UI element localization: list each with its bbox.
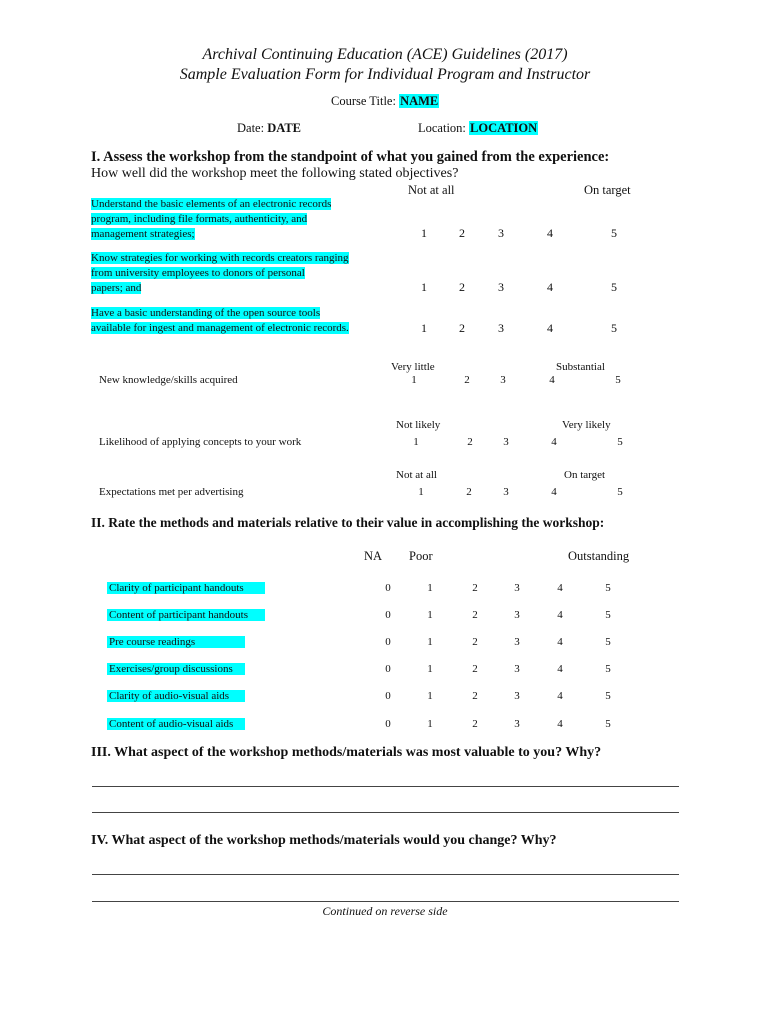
course-title-field (331, 94, 439, 109)
methods-row-6-score-3[interactable]: 3 (514, 718, 520, 730)
methods-col-na: NA (364, 549, 383, 563)
methods-row-2-score-3[interactable]: 3 (514, 609, 520, 621)
objectives-scale-low: Not at all (408, 183, 455, 197)
objective-2-line-1: Know strategies for working with records creators ranging (91, 252, 349, 264)
objective-2-line-2: from university employees to donors of personal (91, 267, 305, 279)
rating-2-scale-low: Not likely (396, 419, 441, 431)
methods-row-6-label: Content of audio-visual aids (107, 718, 245, 730)
rating-2-score-1[interactable]: 1 (413, 436, 419, 448)
methods-row-4-score-0[interactable]: 0 (385, 663, 391, 675)
methods-col-poor: Poor (409, 549, 433, 563)
rating-2-scale-high: Very likely (562, 419, 611, 431)
course-title-value[interactable]: NAME (400, 94, 439, 108)
methods-row-4-score-1[interactable]: 1 (427, 663, 433, 675)
form-title: Archival Continuing Education (ACE) Guidelines (2017) (202, 46, 568, 63)
objective-2-score-1[interactable]: 1 (421, 280, 427, 294)
section2-heading: II. Rate the methods and materials relative to their value in accomplishing the workshop: (91, 515, 605, 530)
rating-1-score-1[interactable]: 1 (411, 374, 417, 386)
rating-1-scale-low: Very little (391, 361, 435, 373)
section3-answer-line-2[interactable] (92, 812, 679, 813)
methods-row-3-label: Pre course readings (107, 636, 245, 648)
rating-1-label: New knowledge/skills acquired (99, 374, 238, 386)
methods-row-2-score-2[interactable]: 2 (472, 609, 478, 621)
methods-row-5-score-2[interactable]: 2 (472, 690, 478, 702)
methods-row-2-label: Content of participant handouts (107, 609, 265, 621)
objective-3-score-3[interactable]: 3 (498, 321, 504, 335)
objective-3 (91, 306, 349, 336)
course-title-label: Course Title: (331, 94, 396, 108)
objective-3-score-5[interactable]: 5 (611, 321, 617, 335)
methods-row-2-score-5[interactable]: 5 (605, 609, 611, 621)
methods-row-4-score-3[interactable]: 3 (514, 663, 520, 675)
location-label: Location: (418, 121, 466, 135)
methods-col-outstanding: Outstanding (568, 549, 630, 563)
rating-1-score-2[interactable]: 2 (464, 374, 470, 386)
rating-1-score-4[interactable]: 4 (549, 374, 555, 386)
objective-2-score-2[interactable]: 2 (459, 280, 465, 294)
methods-row-6-score-4[interactable]: 4 (557, 718, 563, 730)
objective-2-score-5[interactable]: 5 (611, 280, 617, 294)
methods-row-1-score-3[interactable]: 3 (514, 582, 520, 594)
rating-1-score-5[interactable]: 5 (615, 374, 621, 386)
location-field (418, 121, 538, 136)
methods-row-3-score-3[interactable]: 3 (514, 636, 520, 648)
methods-row-1-score-2[interactable]: 2 (472, 582, 478, 594)
rating-2-score-4[interactable]: 4 (551, 436, 557, 448)
methods-row-3-score-2[interactable]: 2 (472, 636, 478, 648)
methods-row-4-score-4[interactable]: 4 (557, 663, 563, 675)
methods-row-4-label: Exercises/group discussions (107, 663, 245, 675)
methods-row-6-score-2[interactable]: 2 (472, 718, 478, 730)
methods-row-2-score-1[interactable]: 1 (427, 609, 433, 621)
objective-1-score-3[interactable]: 3 (498, 226, 504, 240)
methods-row-5-score-5[interactable]: 5 (605, 690, 611, 702)
objective-1-score-5[interactable]: 5 (611, 226, 617, 240)
section4-answer-line-1[interactable] (92, 874, 679, 875)
objectives-scale-high: On target (584, 183, 631, 197)
objective-3-score-4[interactable]: 4 (547, 321, 553, 335)
objective-1-score-2[interactable]: 2 (459, 226, 465, 240)
rating-3-score-1[interactable]: 1 (418, 486, 424, 498)
methods-row-2-score-0[interactable]: 0 (385, 609, 391, 621)
location-value[interactable]: LOCATION (470, 121, 538, 135)
section4-heading: IV. What aspect of the workshop methods/materials would you change? Why? (91, 833, 557, 848)
date-field (237, 121, 301, 136)
section3-heading: III. What aspect of the workshop methods/materials was most valuable to you? Why? (91, 745, 602, 760)
continued-note: Continued on reverse side (322, 904, 448, 918)
rating-2-score-5[interactable]: 5 (617, 436, 623, 448)
rating-2-score-2[interactable]: 2 (467, 436, 473, 448)
rating-3-score-5[interactable]: 5 (617, 486, 623, 498)
objective-1-line-1: Understand the basic elements of an electronic records (91, 198, 332, 210)
rating-3-scale-low: Not at all (396, 469, 437, 481)
objective-1-line-3: management strategies; (91, 228, 195, 240)
methods-row-3-score-1[interactable]: 1 (427, 636, 433, 648)
methods-row-1-score-5[interactable]: 5 (605, 582, 611, 594)
methods-row-6-score-5[interactable]: 5 (605, 718, 611, 730)
section4-answer-line-2[interactable] (92, 901, 679, 902)
methods-row-5-score-0[interactable]: 0 (385, 690, 391, 702)
methods-row-5-score-1[interactable]: 1 (427, 690, 433, 702)
rating-2-label: Likelihood of applying concepts to your work (99, 436, 302, 448)
form-subtitle: Sample Evaluation Form for Individual Program and Instructor (179, 66, 591, 83)
date-value[interactable]: DATE (267, 121, 302, 135)
methods-row-5-score-4[interactable]: 4 (557, 690, 563, 702)
objective-2-score-4[interactable]: 4 (547, 280, 553, 294)
methods-row-3-score-0[interactable]: 0 (385, 636, 391, 648)
rating-1-scale-high: Substantial (556, 361, 605, 373)
objective-3-line-1: Have a basic understanding of the open source tools (91, 307, 321, 319)
rating-1-score-3[interactable]: 3 (500, 374, 506, 386)
methods-row-1-label: Clarity of participant handouts (107, 582, 265, 594)
objective-1 (91, 197, 331, 242)
section1-subheading: How well did the workshop meet the following stated objectives? (91, 166, 459, 181)
methods-row-5-score-3[interactable]: 3 (514, 690, 520, 702)
methods-row-2-score-4[interactable]: 4 (557, 609, 563, 621)
rating-3-scale-high: On target (564, 469, 606, 481)
objective-3-line-2: available for ingest and management of electronic records. (91, 322, 349, 334)
methods-row-1-score-0[interactable]: 0 (385, 582, 391, 594)
methods-row-1-score-1[interactable]: 1 (427, 582, 433, 594)
methods-row-4-score-2[interactable]: 2 (472, 663, 478, 675)
objective-3-score-1[interactable]: 1 (421, 321, 427, 335)
objective-2-line-3: papers; and (91, 282, 142, 294)
methods-row-1-score-4[interactable]: 4 (557, 582, 563, 594)
methods-row-3-score-5[interactable]: 5 (605, 636, 611, 648)
methods-row-5-label: Clarity of audio-visual aids (107, 690, 245, 702)
rating-3-score-3[interactable]: 3 (503, 486, 509, 498)
objective-1-score-4[interactable]: 4 (547, 226, 553, 240)
methods-row-6-score-0[interactable]: 0 (385, 718, 391, 730)
rating-3-score-2[interactable]: 2 (466, 486, 472, 498)
methods-row-3-score-4[interactable]: 4 (557, 636, 563, 648)
section1-heading: I. Assess the workshop from the standpoint of what you gained from the experience: (91, 149, 610, 165)
objective-2-score-3[interactable]: 3 (498, 280, 504, 294)
objective-1-line-2: program, including file formats, authenticity, and (91, 213, 308, 225)
objective-2 (91, 251, 349, 296)
objective-1-score-1[interactable]: 1 (421, 226, 427, 240)
date-label: Date: (237, 121, 265, 135)
rating-2-score-3[interactable]: 3 (503, 436, 509, 448)
objective-3-score-2[interactable]: 2 (459, 321, 465, 335)
methods-row-6-score-1[interactable]: 1 (427, 718, 433, 730)
section3-answer-line-1[interactable] (92, 786, 679, 787)
methods-row-4-score-5[interactable]: 5 (605, 663, 611, 675)
rating-3-label: Expectations met per advertising (99, 486, 244, 498)
rating-3-score-4[interactable]: 4 (551, 486, 557, 498)
